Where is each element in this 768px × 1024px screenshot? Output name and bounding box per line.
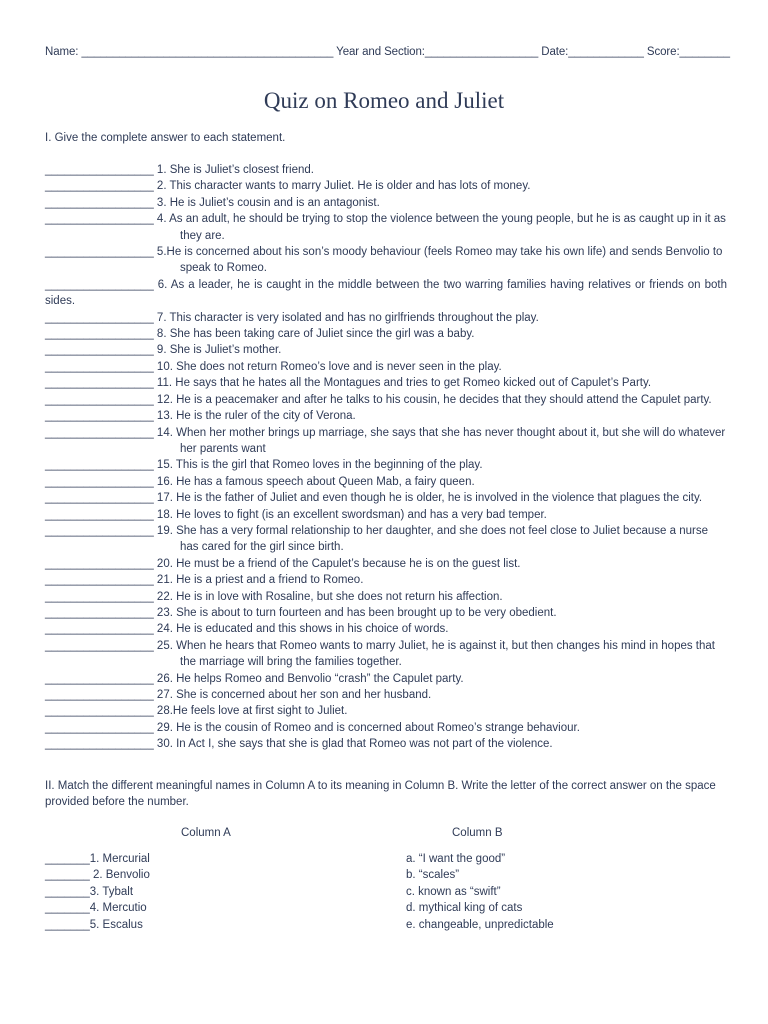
answer-blank[interactable]: _________________ [45,606,154,619]
question-text: 8. She has been taking care of Juliet since the girl was a baby. [153,328,475,341]
question-item [45,589,727,605]
answer-blank[interactable]: _________________ [45,738,154,751]
question-item [45,474,727,490]
answer-blank[interactable]: _________________ [45,393,154,406]
part2-instruction: II. Match the different meaningful names in Column A to its meaning in Column B. Write the letter of the correct answer on the space provided before the number. [45,780,716,809]
column-a-item: _______5. Escalus [45,918,143,931]
question-text: 3. He is Juliet’s cousin and is an antagonist. [153,196,380,209]
answer-blank[interactable]: _________________ [45,672,154,685]
question-text: 18. He loves to fight (is an excellent swordsman) and has a very bad temper. [153,508,547,521]
question-text: 27. She is concerned about her son and her husband. [153,689,432,701]
column-b-item: d. mythical king of cats [406,902,523,915]
answer-blank[interactable]: _________________ [45,360,154,373]
question-item [45,605,727,621]
question-text: 28.He feels love at first sight to Juliet. [153,705,348,718]
column-b-item: a. “I want the good” [406,853,506,865]
question-text: 5.He is concerned about his son’s moody behaviour (feels Romeo may take his own life) and sends Benvolio to speak to Romeo. [153,246,723,275]
question-text: 21. He is a priest and a friend to Romeo. [153,574,364,587]
question-text: 15. This is the girl that Romeo loves in the beginning of the play. [153,459,483,472]
question-item [45,638,727,671]
question-item [45,162,727,178]
answer-blank[interactable]: _________________ [45,705,154,718]
question-text: 30. In Act I, she says that she is glad that Romeo was not part of the violence. [153,738,553,751]
question-item [45,310,727,326]
answer-blank[interactable]: _________________ [45,492,154,505]
column-a-item: _______ 2. Benvolio [45,869,150,882]
question-item [45,687,727,703]
answer-blank[interactable]: _________________ [45,410,154,423]
answer-blank[interactable]: _________________ [45,377,154,390]
column-a-list [45,851,150,933]
question-item [45,326,727,342]
question-item [45,671,727,687]
question-text: 2. This character wants to marry Juliet. He is older and has lots of money. [153,180,531,193]
question-text: 4. As an adult, he should be trying to stop the violence between the young people, but he is as caught up in it as they are. [153,213,726,242]
question-item [45,457,727,473]
question-item [45,178,727,194]
column-a-item: _______1. Mercurial [45,853,150,865]
question-item [45,523,727,556]
answer-blank[interactable]: _________________ [45,623,154,636]
question-item [45,425,727,458]
answer-blank[interactable]: _________________ [45,196,154,209]
question-item [45,244,727,277]
question-item [45,720,727,736]
question-item [45,572,727,588]
answer-blank[interactable]: _________________ [45,180,154,193]
question-text: 10. She does not return Romeo’s love and is never seen in the play. [153,360,502,373]
question-item [45,195,727,211]
question-item [45,556,727,572]
question-text: 1. She is Juliet’s closest friend. [153,164,314,176]
part1-question-list [45,162,727,753]
question-item [45,277,727,310]
answer-blank[interactable]: _________________ [45,213,154,226]
answer-blank[interactable]: _________________ [45,278,154,291]
question-item [45,211,727,244]
answer-blank[interactable]: _________________ [45,721,154,734]
answer-blank[interactable]: _________________ [45,311,154,324]
question-text: 17. He is the father of Juliet and even though he is older, he is involved in the violence that plagues the city. [153,492,703,505]
answer-blank[interactable]: _________________ [45,590,154,603]
question-text: 9. She is Juliet’s mother. [153,344,282,357]
question-text: 11. He says that he hates all the Montagues and tries to get Romeo kicked out of Capulet’s Party. [153,377,652,390]
column-a-header: Column A [181,827,231,839]
question-text: 26. He helps Romeo and Benvolio “crash” the Capulet party. [153,672,464,685]
column-b-header: Column B [452,827,503,839]
question-text: 7. This character is very isolated and has no girlfriends throughout the play. [153,311,539,324]
question-item [45,359,727,375]
question-text: 12. He is a peacemaker and after he talks to his cousin, he decides that they should attend the Capulet party. [153,393,712,406]
part1-instruction: I. Give the complete answer to each statement. [45,132,286,144]
question-item [45,392,727,408]
answer-blank[interactable]: _________________ [45,574,154,587]
answer-blank[interactable]: _________________ [45,164,154,176]
question-item [45,408,727,424]
question-text: 24. He is educated and this shows in his choice of words. [153,623,449,636]
question-text: 29. He is the cousin of Romeo and is concerned about Romeo’s strange behaviour. [153,721,580,734]
question-text: 22. He is in love with Rosaline, but she does not return his affection. [153,590,503,603]
answer-blank[interactable]: _________________ [45,639,154,652]
answer-blank[interactable]: _________________ [45,524,154,537]
answer-blank[interactable]: _________________ [45,459,154,472]
column-b-item: c. known as “swift” [406,885,501,898]
answer-blank[interactable]: _________________ [45,246,154,259]
answer-blank[interactable]: _________________ [45,344,154,357]
question-item [45,621,727,637]
question-item [45,375,727,391]
question-text: 14. When her mother brings up marriage, she says that she has never thought about it, but she will do whatever her parents want [153,426,726,455]
question-text: 19. She has a very formal relationship to her daughter, and she does not feel close to Juliet because a nurse has cared for the girl since birth. [153,524,708,554]
question-item [45,703,727,719]
question-text: 13. He is the ruler of the city of Verona. [153,410,356,423]
student-info-header: Name: ________________________________________ Year and Section:__________________ Date:____________ Score:________ [45,46,730,58]
question-item [45,342,727,358]
answer-blank[interactable]: _________________ [45,689,154,701]
answer-blank[interactable]: _________________ [45,508,154,521]
answer-blank[interactable]: _________________ [45,557,154,570]
question-text: 25. When he hears that Romeo wants to marry Juliet, he is against it, but then changes his mind in hopes that the marriage will bring the families together. [153,639,715,669]
answer-blank[interactable]: _________________ [45,328,154,341]
column-b-list [406,851,554,933]
question-text: 20. He must be a friend of the Capulet’s because he is on the guest list. [153,557,521,570]
question-text: 23. She is about to turn fourteen and has been brought up to be very obedient. [153,606,557,619]
answer-blank[interactable]: _________________ [45,426,154,439]
answer-blank[interactable]: _________________ [45,475,154,488]
question-text: 6. As a leader, he is caught in the middle between the two warring families having relatives or friends on both sides. [45,278,727,308]
question-item [45,736,727,752]
column-a-item: _______3. Tybalt [45,885,134,898]
page-title: Quiz on Romeo and Juliet [263,88,505,113]
column-a-item: _______4. Mercutio [45,902,147,915]
question-text: 16. He has a famous speech about Queen Mab, a fairy queen. [153,475,475,488]
column-b-item: b. “scales” [406,869,460,882]
question-item [45,507,727,523]
question-item [45,490,727,506]
column-b-item: e. changeable, unpredictable [406,918,554,931]
